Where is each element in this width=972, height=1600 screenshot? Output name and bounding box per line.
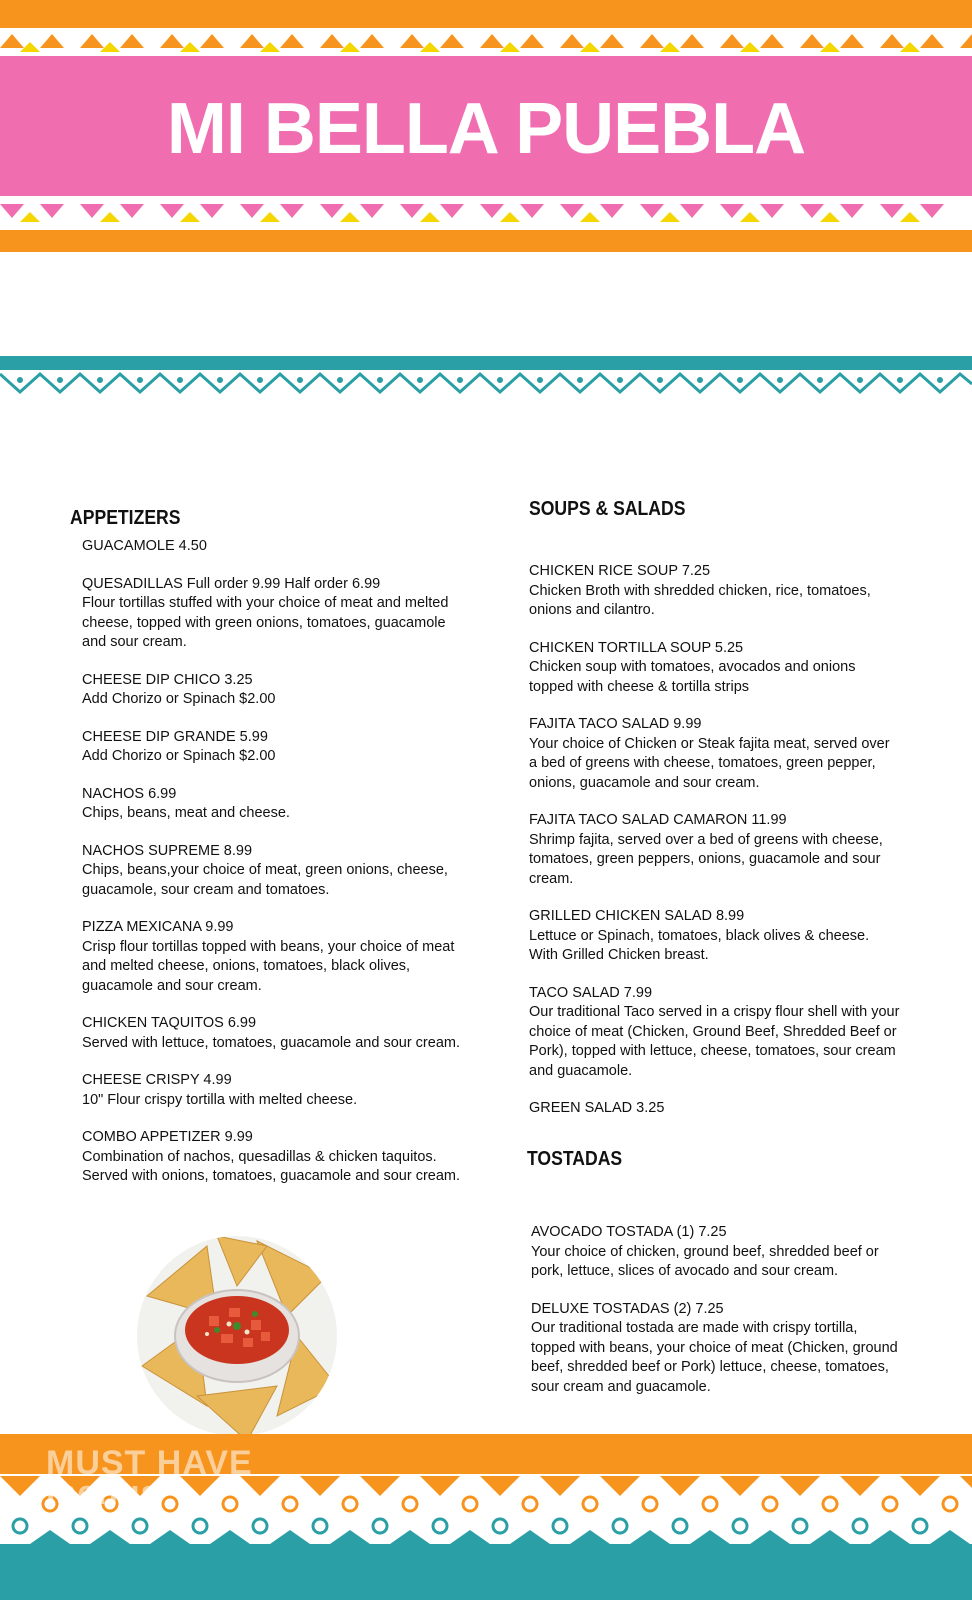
menu-item-name-price: GREEN SALAD 3.25: [529, 1100, 665, 1116]
menu-item-name-price: TACO SALAD 7.99: [529, 984, 653, 1001]
soups-salads-list: [529, 562, 901, 1137]
menu-item: [82, 671, 462, 710]
menu-item-description: Chips, beans, meat and cheese.: [82, 805, 290, 821]
menu-item-name-price: CHEESE CRISPY 4.99: [82, 1072, 232, 1088]
menu-item-name-price: CHICKEN TAQUITOS 6.99: [82, 1015, 257, 1031]
teal-pattern-strip: [0, 370, 972, 398]
menu-item: [82, 918, 462, 996]
teal-divider-band: [0, 356, 972, 370]
appetizers-list: [82, 537, 462, 1205]
menu-item-description: Combination of nachos, quesadillas & chicken taquitos. Served with onions, tomatoes, guacamole and sour cream.: [82, 1148, 461, 1184]
menu-item-description: Crisp flour tortillas topped with beans, your choice of meat and melted cheese, onions, tomatoes, black olives, guacamole and sour cream.: [82, 938, 455, 994]
watermark-line1: MUST HAVE: [46, 1444, 253, 1482]
tostadas-list: [531, 1223, 901, 1415]
menu-item: [531, 1223, 901, 1282]
menu-item-description: Shrimp fajita, served over a bed of greens with cheese, tomatoes, green peppers, onions, guacamole and sour cream.: [529, 831, 883, 887]
menu-item-description: Flour tortillas stuffed with your choice of meat and melted cheese, topped with green onions, tomatoes, guacamole and sour cream.: [82, 595, 449, 650]
menu-item-description: Add Chorizo or Spinach $2.00: [82, 691, 276, 707]
menu-item-name-price: QUESADILLAS Full order 9.99 Half order 6.99: [82, 575, 381, 592]
menu-item: [82, 1128, 462, 1187]
menu-item-name-price: NACHOS SUPREME 8.99: [82, 842, 253, 859]
menu-item-name-price: GUACAMOLE 4.50: [82, 538, 207, 554]
menu-item: [82, 728, 462, 767]
menu-item-name-price: FAJITA TACO SALAD CAMARON 11.99: [529, 812, 787, 828]
menu-item-name-price: GRILLED CHICKEN SALAD 8.99: [529, 908, 745, 924]
menu-item-description: Lettuce or Spinach, tomatoes, black olives & cheese. With Grilled Chicken breast.: [529, 927, 870, 963]
menu-item-name-price: CHEESE DIP GRANDE 5.99: [82, 728, 268, 745]
menu-item: [82, 1014, 462, 1053]
menu-item-name-price: PIZZA MEXICANA 9.99: [82, 919, 234, 935]
menu-item: [529, 1099, 901, 1119]
menu-item-name-price: CHICKEN RICE SOUP 7.25: [529, 563, 711, 579]
menu-item-name-price: DELUXE TOSTADAS (2) 7.25: [531, 1300, 724, 1317]
menu-item: [531, 1300, 901, 1398]
menu-item: [529, 562, 901, 621]
menu-item-name-price: FAJITA TACO SALAD 9.99: [529, 716, 702, 732]
watermark: [46, 1444, 253, 1512]
menu-item: [82, 537, 462, 557]
watermark-line2: menus: [46, 1474, 161, 1512]
menu-item: [529, 811, 901, 889]
restaurant-title: MI BELLA PUEBLA: [166, 89, 806, 169]
top-pattern-strip: [0, 22, 972, 62]
menu-item-name-price: CHEESE DIP CHICO 3.25: [82, 671, 253, 688]
menu-item-name-price: CHICKEN TORTILLA SOUP 5.25: [529, 639, 744, 656]
soups-salads-title: SOUPS & SALADS: [529, 498, 686, 520]
menu-item: [529, 907, 901, 966]
menu-item: [529, 984, 901, 1082]
header-orange-band: [0, 230, 972, 252]
tostadas-title: TOSTADAS: [527, 1148, 623, 1170]
menu-item-description: Our traditional tostada are made with crispy tortilla, topped with beans, your choice of meat (Chicken, ground beef, shredded beef or Pork) lettuce, cheese, tomatoes, sour cream and guacamole.: [531, 1320, 898, 1395]
header-bottom-pattern: [0, 190, 972, 230]
menu-item-description: 10" Flour crispy tortilla with melted cheese.: [82, 1091, 358, 1108]
bottom-teal-band: [0, 1544, 972, 1600]
menu-item-name-price: NACHOS 6.99: [82, 785, 177, 802]
menu-item-description: Your choice of Chicken or Steak fajita meat, served over a bed of greens with cheese, tomatoes, green pepper, onions, guacamole and sour cream.: [529, 735, 890, 791]
menu-item-description: Add Chorizo or Spinach $2.00: [82, 748, 276, 764]
salsa-chips-image: [137, 1236, 337, 1436]
menu-item: [529, 639, 901, 698]
menu-item: [82, 842, 462, 901]
appetizers-title: APPETIZERS: [70, 507, 181, 529]
menu-item: [82, 575, 462, 653]
menu-item-description: Served with lettuce, tomatoes, guacamole and sour cream.: [82, 1034, 460, 1051]
menu-item: [82, 1071, 462, 1110]
menu-item-description: Our traditional Taco served in a crispy flour shell with your choice of meat (Chicken, Ground Beef, Shredded Beef or Pork), topped with lettuce, cheese, tomatoes, sour cream and guacamole.: [529, 1004, 900, 1079]
menu-item-description: Chicken soup with tomatoes, avocados and onions topped with cheese & tortilla strips: [529, 659, 856, 695]
menu-item-description: Chicken Broth with shredded chicken, rice, tomatoes, onions and cilantro.: [529, 582, 871, 618]
menu-item: [529, 715, 901, 793]
menu-item-name-price: AVOCADO TOSTADA (1) 7.25: [531, 1224, 727, 1240]
menu-item-name-price: COMBO APPETIZER 9.99: [82, 1129, 253, 1145]
menu-item-description: Your choice of chicken, ground beef, shredded beef or pork, lettuce, slices of avocado and sour cream.: [531, 1243, 879, 1279]
menu-item-description: Chips, beans,your choice of meat, green onions, cheese, guacamole, sour cream and tomatoes.: [82, 862, 448, 898]
menu-item: [82, 785, 462, 824]
